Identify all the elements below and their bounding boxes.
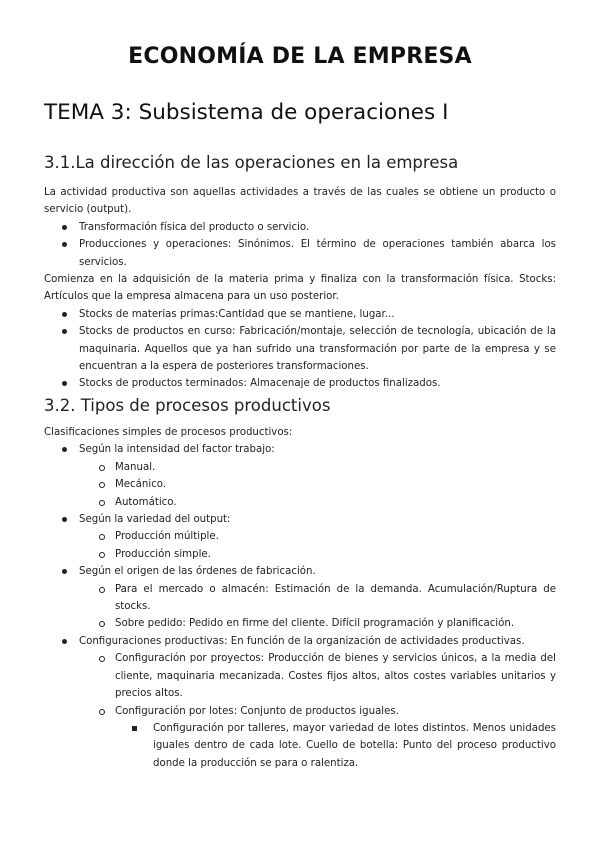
list-item: Producción simple. [44, 546, 556, 563]
section1-body [44, 184, 556, 393]
list-item: Configuración por proyectos: Producción de bienes y servicios únicos, a la media del cliente, maquinaria mecanizada. Costes fijos altos, altos costes variables unitarios y precios altos. [44, 650, 556, 702]
list-item: Producciones y operaciones: Sinónimos. El término de operaciones también abarca los servicios. [44, 236, 556, 271]
list-item: Según la intensidad del factor trabajo: [44, 441, 556, 458]
bullet-icon [62, 447, 67, 452]
section2-intro: Clasificaciones simples de procesos productivos: [44, 427, 293, 438]
list-item: Sobre pedido: Pedido en firme del cliente. Difícil programación y planificación. [44, 615, 556, 632]
circle-bullet-icon [99, 534, 105, 540]
circle-bullet-icon [99, 656, 105, 662]
list-item: Según el origen de las órdenes de fabricación. [44, 563, 556, 580]
circle-bullet-icon [99, 709, 105, 715]
bullet-icon [62, 517, 67, 522]
list-item: Para el mercado o almacén: Estimación de la demanda. Acumulación/Ruptura de stocks. [44, 581, 556, 616]
circle-bullet-icon [99, 552, 105, 558]
bullet-icon [62, 312, 67, 317]
section1-bullets1 [44, 219, 556, 271]
section2-body [44, 424, 556, 772]
section2-list [44, 441, 556, 772]
list-item: Mecánico. [44, 476, 556, 493]
list-item: Automático. [44, 494, 556, 511]
circle-bullet-icon [99, 482, 105, 488]
list-item: Producción múltiple. [44, 528, 556, 545]
circle-bullet-icon [99, 500, 105, 506]
circle-bullet-icon [99, 621, 105, 627]
bullet-icon [62, 225, 67, 230]
document-title: ECONOMÍA DE LA EMPRESA [128, 44, 472, 69]
bullet-icon [62, 381, 67, 386]
bullet-icon [62, 639, 67, 644]
section1-bullets2 [44, 306, 556, 393]
section1-paragraph2: Comienza en la adquisición de la materia prima y finaliza con la transformación física. Stocks: Artículos que la empresa almacena para un uso posterior. [44, 274, 556, 303]
list-item: Según la variedad del output: [44, 511, 556, 528]
list-item: Stocks de productos en curso: Fabricación/montaje, selección de tecnología, ubicación de la maquinaria. Aquellos que ya han sufrido una transformación por parte de la empresa y se encuentran a la espera de posteriores transformaciones. [44, 323, 556, 375]
tema-heading: TEMA 3: Subsistema de operaciones I [44, 100, 449, 125]
circle-bullet-icon [99, 465, 105, 471]
bullet-icon [62, 329, 67, 334]
list-item: Configuración por lotes: Conjunto de productos iguales. [44, 703, 556, 720]
list-item: Configuraciones productivas: En función de la organización de actividades productivas. [44, 633, 556, 650]
list-item: Stocks de materias primas:Cantidad que se mantiene, lugar... [44, 306, 556, 323]
bullet-icon [62, 242, 67, 247]
list-item: Manual. [44, 459, 556, 476]
bullet-icon [62, 569, 67, 574]
circle-bullet-icon [99, 587, 105, 593]
section2-heading: 3.2. Tipos de procesos productivos [44, 396, 331, 415]
square-bullet-icon [132, 726, 137, 731]
section1-intro: La actividad productiva son aquellas actividades a través de las cuales se obtiene un producto o servicio (output). [44, 187, 556, 216]
section1-heading: 3.1.La dirección de las operaciones en la empresa [44, 153, 459, 172]
list-item: Transformación física del producto o servicio. [44, 219, 556, 236]
list-item: Stocks de productos terminados: Almacenaje de productos finalizados. [44, 375, 556, 392]
list-item: Configuración por talleres, mayor variedad de lotes distintos. Menos unidades iguales dentro de cada lote. Cuello de botella: Punto del proceso productivo donde la producción se para o ralentiza. [44, 720, 556, 772]
